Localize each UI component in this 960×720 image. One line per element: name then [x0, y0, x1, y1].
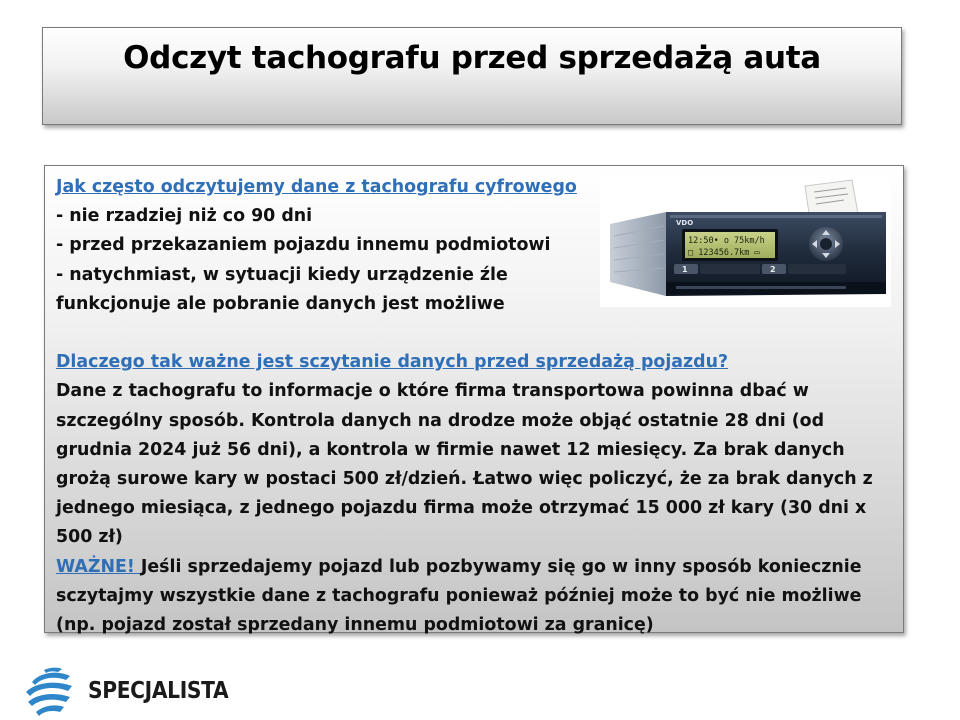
button-2-label: 2	[770, 265, 776, 274]
button-1-label: 1	[682, 265, 688, 274]
tachograph-image	[600, 178, 891, 307]
title-box	[42, 27, 902, 125]
vdo-brand: VDO	[676, 219, 694, 227]
section1-line: - nie rzadziej niż co 90 dni	[56, 206, 313, 227]
section2-line: szczególny sposób. Kontrola danych na drodze może objąć ostatnie 28 dni (od	[56, 410, 825, 431]
display-line1: 12:50• o 75km/h	[688, 236, 765, 246]
section2-line: jednego miesiąca, z jednego pojazdu firma może otrzymać 15 000 zł kary (30 dni x	[56, 498, 867, 519]
section2-line: 500 zł)	[56, 527, 123, 548]
section2-line: grożą surowe kary w postaci 500 zł/dzień. Łatwo więc policzyć, że za brak danych z	[56, 469, 873, 490]
display-line2: □ 123456.7km ▭	[688, 248, 760, 258]
logo-wordmark: SPECJALISTA	[88, 678, 229, 704]
section2-line: grudnia 2024 już 56 dni), a kontrola w firmie nawet 12 miesięcy. Za brak danych	[56, 439, 845, 460]
tachograph-illustration	[600, 178, 891, 307]
section1-line: - natychmiast, w sytuacji kiedy urządzenie źle	[56, 264, 508, 285]
important-label-link[interactable]: WAŻNE!	[56, 556, 141, 577]
card-slot-1	[700, 264, 760, 274]
section2-line: Dane z tachografu to informacje o które firma transportowa powinna dbać w	[56, 381, 809, 402]
section1-line: funkcjonuje ale pobranie danych jest możliwe	[56, 293, 505, 314]
paragraph-gap	[56, 319, 894, 348]
section1-line: - przed przekazaniem pojazdu innemu podmiotowi	[56, 235, 551, 256]
card-slot-2	[788, 264, 846, 274]
section1-heading-link[interactable]: Jak często odczytujemy dane z tachografu cyfrowego	[56, 177, 577, 197]
section3-line: sczytajmy wszystkie dane z tachografu ponieważ później może to być nie możliwe	[56, 585, 862, 606]
page-title: Odczyt tachografu przed sprzedażą auta	[123, 40, 821, 76]
section3-line: Jeśli sprzedajemy pojazd lub pozbywamy się go w inny sposób koniecznie	[140, 556, 862, 577]
section2-heading-link[interactable]: Dlaczego tak ważne jest sczytanie danych przed sprzedażą pojazdu?	[56, 352, 729, 373]
section3-line: (np. pojazd został sprzedany innemu podmiotowi za granicę)	[56, 615, 654, 636]
section3-first-line	[56, 553, 894, 582]
logo-globe-icon	[22, 664, 78, 720]
specjalista-logo	[22, 664, 242, 720]
navigation-pad-center	[820, 238, 832, 250]
housing-side	[610, 212, 666, 296]
